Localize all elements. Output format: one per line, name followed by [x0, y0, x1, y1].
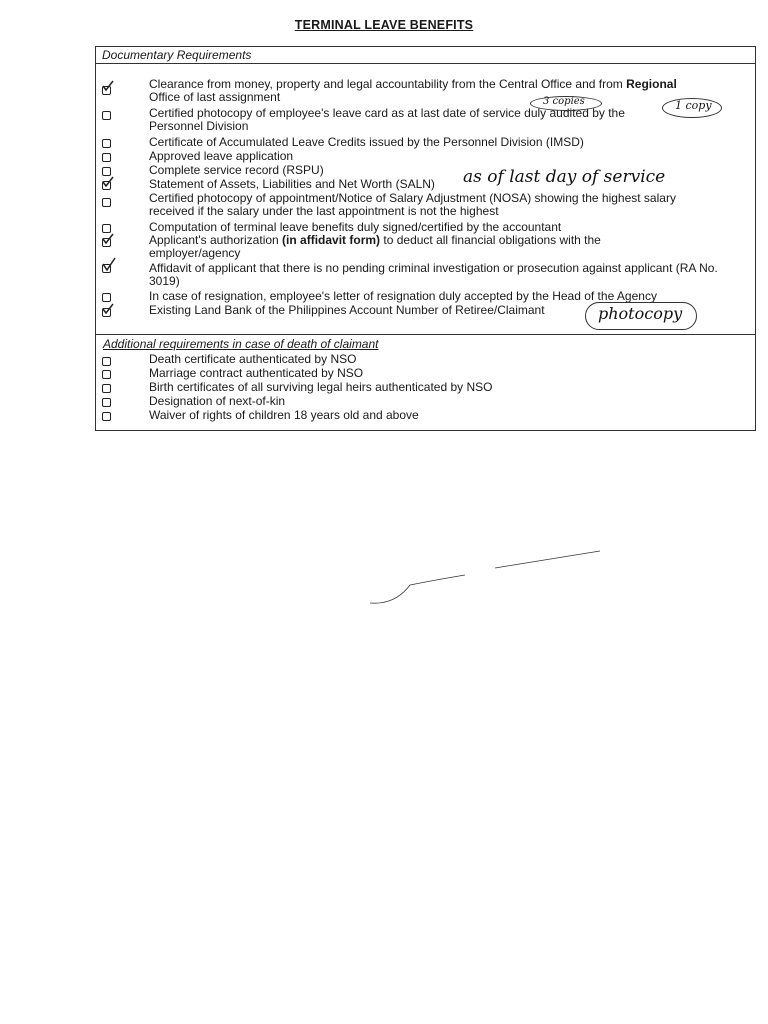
- requirement-label: Existing Land Bank of the Philippines Account Number of Retiree/Claimant: [149, 303, 545, 317]
- checkbox-landbank[interactable]: [102, 308, 111, 317]
- requirement-label: Birth certificates of all surviving legal heirs authenticated by NSO: [149, 380, 493, 394]
- requirement-item-authorization: [96, 233, 757, 260]
- checkbox-marriage-contract[interactable]: [102, 370, 111, 379]
- page-title: TERMINAL LEAVE BENEFITS: [294, 18, 474, 32]
- additional-item-marriage-contract: [96, 367, 757, 381]
- checkbox-authorization[interactable]: [102, 238, 111, 247]
- requirement-label: Statement of Assets, Liabilities and Net Worth (SALN): [149, 177, 435, 191]
- additional-item-birth-certificates: [96, 381, 757, 395]
- additional-item-death-certificate: [96, 353, 757, 367]
- check-mark-icon: [101, 175, 115, 189]
- requirement-label: Approved leave application: [149, 149, 294, 163]
- requirement-label: Affidavit of applicant that there is no pending criminal investigation or prosecution against applicant (RA No. 3019): [149, 261, 718, 288]
- requirement-label: Waiver of rights of children 18 years old and above: [149, 408, 419, 422]
- requirement-item-leave-application: [96, 150, 757, 164]
- checkbox-leave-card[interactable]: [102, 111, 111, 120]
- requirement-label: Certified photocopy of appointment/Notice of Salary Adjustment (NOSA) showing the highest salary received if the salary under the last appointment is not the highest: [149, 191, 676, 218]
- requirement-label: Certificate of Accumulated Leave Credits issued by the Personnel Division (IMSD): [149, 135, 584, 149]
- check-mark-icon: [101, 302, 115, 316]
- checkbox-leave-application[interactable]: [102, 153, 111, 162]
- additional-item-next-of-kin: [96, 395, 757, 409]
- additional-requirements-header: Additional requirements in case of death of claimant: [103, 337, 379, 351]
- requirement-label: Death certificate authenticated by NSO: [149, 352, 357, 366]
- checkbox-affidavit[interactable]: [102, 264, 111, 273]
- requirement-label: In case of resignation, employee's letter of resignation duly accepted by the Head of the Agency: [149, 289, 657, 303]
- requirement-item-leave-credits: [96, 136, 757, 150]
- check-mark-icon: [101, 258, 115, 272]
- pen-scribble: [365, 545, 605, 610]
- requirement-label: Certified photocopy of employee's leave card as at last date of service duly audited by the Personnel Division: [149, 106, 625, 133]
- requirement-item-nosa: [96, 191, 757, 218]
- additional-item-waiver: [96, 409, 757, 423]
- requirement-label: Designation of next-of-kin: [149, 394, 286, 408]
- checkbox-birth-certificates[interactable]: [102, 384, 111, 393]
- checkbox-nosa[interactable]: [102, 198, 111, 207]
- checkbox-saln[interactable]: [102, 181, 111, 190]
- checkbox-next-of-kin[interactable]: [102, 398, 111, 407]
- handwritten-saln-note: as of last day of service: [463, 167, 666, 187]
- requirements-form: [95, 46, 756, 431]
- requirement-item-leave-card: [96, 106, 757, 133]
- checkbox-waiver[interactable]: [102, 412, 111, 421]
- requirement-label: Applicant's authorization (in affidavit form) to deduct all financial obligations with the employer/agency: [149, 233, 601, 260]
- requirement-label: Marriage contract authenticated by NSO: [149, 366, 364, 380]
- requirement-item-affidavit: [96, 261, 757, 288]
- check-mark-icon: [101, 232, 115, 246]
- checkbox-leave-credits[interactable]: [102, 139, 111, 148]
- checkbox-death-certificate[interactable]: [102, 357, 111, 366]
- handwritten-1-copy: 1 copy: [675, 99, 712, 112]
- check-mark-icon: [101, 80, 115, 94]
- requirement-label: Computation of terminal leave benefits duly signed/certified by the accountant: [149, 220, 562, 234]
- checkbox-clearance[interactable]: [102, 86, 111, 95]
- documentary-requirements-header: Documentary Requirements: [96, 47, 755, 64]
- handwritten-3-copies: 3 copies: [543, 96, 585, 107]
- requirement-label: Clearance from money, property and legal accountability from the Central Office and from Regional Office of last assignment: [149, 77, 677, 104]
- handwritten-photocopy: photocopy: [598, 304, 683, 323]
- section-divider: [96, 334, 755, 335]
- checkbox-resignation[interactable]: [102, 293, 111, 302]
- requirement-label: Complete service record (RSPU): [149, 163, 324, 177]
